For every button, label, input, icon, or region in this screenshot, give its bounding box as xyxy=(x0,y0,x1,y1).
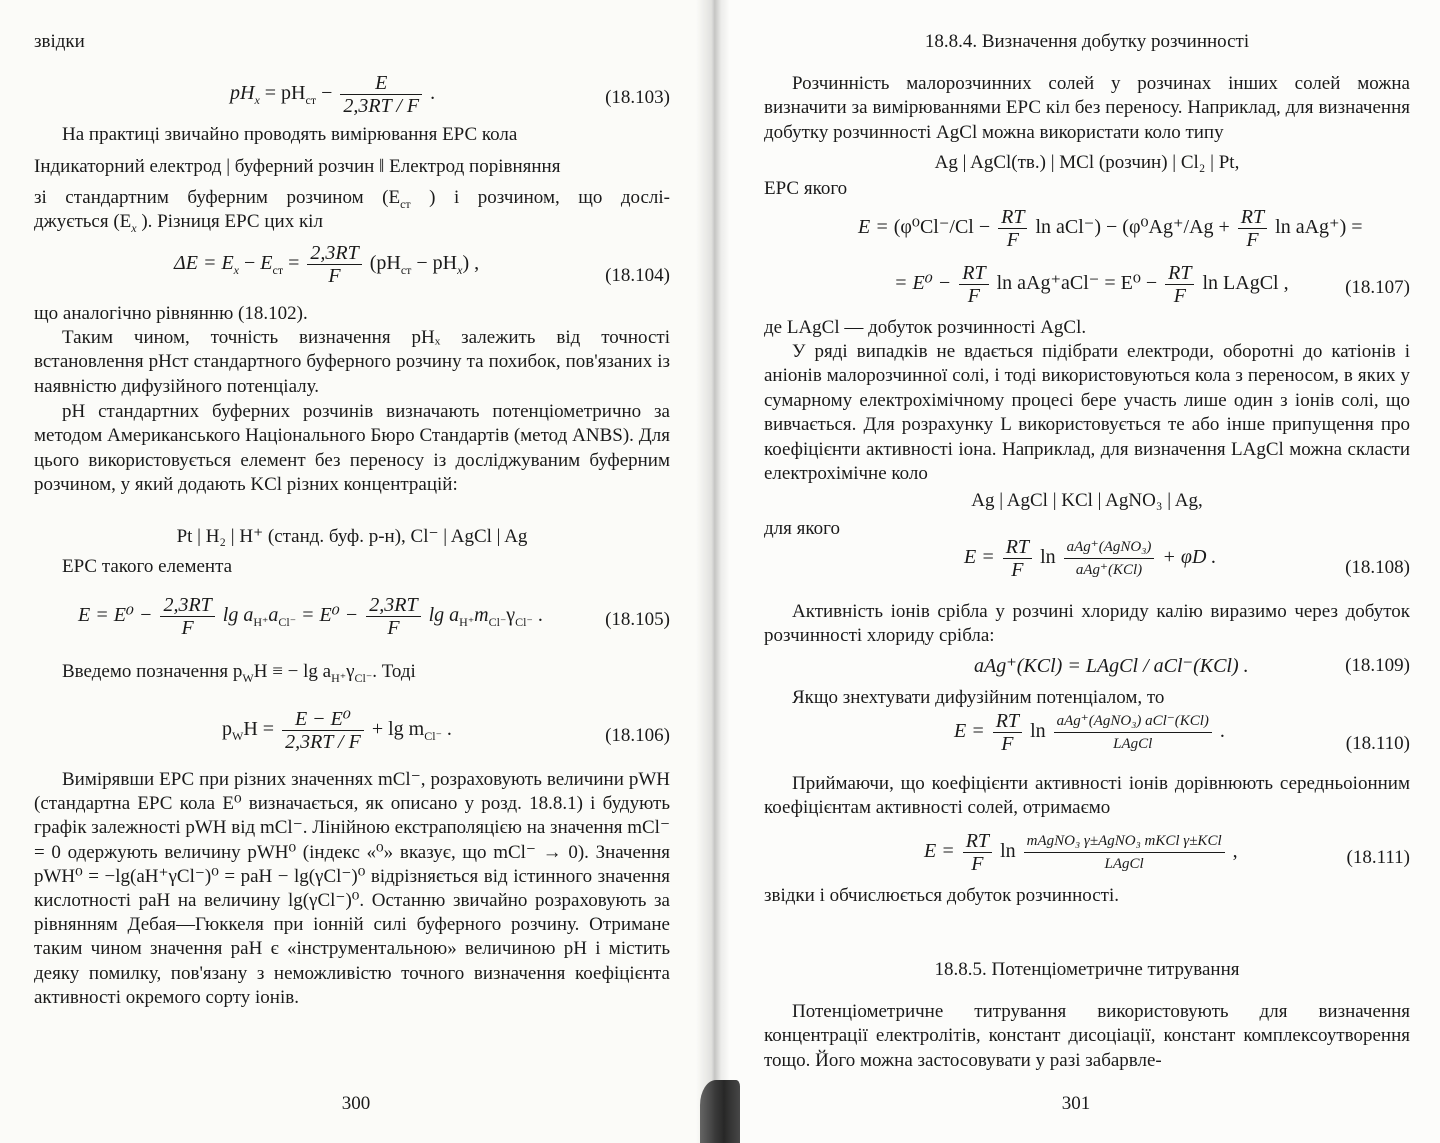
paragraph: pH стандартних буферних розчинів визначають потенціометрично за методом Американського Національного Бюро Стандартів (метод ANBS). Для цього використовується елемент без переносу із досліджуваним буферним розчином, у який додають KCl різних концентрацій: xyxy=(34,401,670,496)
fraction-denominator: F xyxy=(181,617,194,639)
fraction-numerator: RT xyxy=(998,206,1027,229)
right-page xyxy=(712,0,1440,1143)
page-number: 300 xyxy=(341,1093,371,1114)
text-span: ) і розчином, що дослі- xyxy=(429,187,671,208)
text-line: для якого xyxy=(764,518,840,539)
eq-part: ln aAg⁺aCl⁻ = E⁰ − xyxy=(996,272,1158,295)
section-heading: 18.8.5. Потенціометричне титрування xyxy=(934,959,1240,980)
eq-part: lg a xyxy=(428,604,460,627)
fraction-numerator: aAg⁺(AgNO₃) aCl⁻(KCl) xyxy=(1054,710,1212,733)
equation-18-107-line1 xyxy=(858,206,1410,251)
paragraph: ЕРС такого елемента xyxy=(62,556,233,577)
eq-part: ln LAgCl , xyxy=(1202,272,1289,295)
cell-scheme: Pt | H₂ | H⁺ (станд. буф. р-н), Cl⁻ | AgCl | Ag xyxy=(176,526,528,547)
paragraph: звідки і обчислюється добуток розчинності. xyxy=(764,885,1119,906)
paragraph: Розчинність малорозчинних солей у розчинах інших солей можна визначити за вимірюваннями ЕРС кіл без переносу. Наприклад, для визначення добутку розчинності AgCl можна використати коло типу xyxy=(764,73,1410,143)
fraction-numerator: mAgNO₃ γ±AgNO₃ mKCl γ±KCl xyxy=(1024,830,1225,853)
eq-lhs: pH xyxy=(230,82,255,105)
fraction-numerator: E xyxy=(340,72,422,95)
eq-part: ln aAg⁺) = xyxy=(1275,216,1363,239)
paragraph: На практиці звичайно проводять вимірювання ЕРС кола xyxy=(62,124,518,145)
eq-part: ln xyxy=(1030,720,1046,743)
fraction xyxy=(1238,206,1267,251)
fraction-denominator: F xyxy=(1246,229,1259,251)
equation-18-106: $p_WH$ = $\frac{\text{E − E⁰}}{2,3RT / F}$ + $\lg m_{Cl^-}$ . xyxy=(222,708,452,753)
text-span: ). Різниця ЕРС цих кіл xyxy=(141,211,323,232)
text-span: зі стандартним буферним розчином (E xyxy=(34,187,401,208)
fraction-denominator: F xyxy=(328,265,341,287)
fraction-numerator: 2,3RT xyxy=(366,594,420,617)
text-line: джується ($E_x$ ). Різниця ЕРС цих кіл xyxy=(34,211,323,235)
eq-part: (φ⁰Cl⁻/Cl − xyxy=(893,216,991,239)
fraction-numerator: E − E⁰ xyxy=(282,708,364,731)
equation-18-111: E = $\frac{RT}{F}$ ln $\frac{\text{mAgNO₃ γ±AgNO₃ mKCl γ±KCl}}{\text{LAgCl}}$ , xyxy=(924,830,1238,875)
fraction-numerator: RT xyxy=(993,710,1022,733)
equation-number: (18.106) xyxy=(605,725,670,746)
paragraph: де LAgCl — добуток розчинності AgCl. xyxy=(764,317,1087,338)
fraction-numerator: 2,3RT xyxy=(307,242,361,265)
equation-18-104: $\Delta E = E_x - E_{ст}$ = $\frac{2,3RT}{F}$ $(pH_{ст} - pH_x)$ , xyxy=(174,242,480,287)
text-line: зі стандартним буферним розчином ($E_{ст}$ ) і розчином, що дослі- xyxy=(34,187,671,211)
paragraph: Якщо знехтувати дифузійним потенціалом, то xyxy=(792,687,1165,708)
fraction-denominator: LAgCl xyxy=(1113,736,1153,752)
text-line: Введемо позначення $p_WH$ ≡ − $\lg a_{H^+}\gamma_{Cl^-}$. Тоді xyxy=(62,661,416,685)
fraction-denominator: 2,3RT / F xyxy=(285,731,361,753)
paragraph: Таким чином, точність визначення pHₓ залежить від точності встановлення pHст стандартного буферного розчину та похибок, пов'язаних із наявністю дифузійного потенціалу. xyxy=(34,327,670,397)
eq-part: E = E⁰ − xyxy=(78,604,153,627)
paragraph: Вимірявши ЕРС при різних значеннях mCl⁻, розраховують величини pWH (стандартна ЕРС кола E⁰ визначається, як описано у розд. 18.8.1) і будують графік залежності pWH від mCl⁻. Лінійною екстраполяцією на значення mCl⁻ = 0 одержують величину pWH⁰ (індекс «⁰» вказує, що mCl⁻ → 0). Значення pWH⁰ = −lg(aH⁺γCl⁻)⁰ = paH − lg(γCl⁻)⁰ відрізняється від істинного значення кислотності paH на величину lg(γCl⁻)⁰. Останню звичайно розраховують за рівнянням Дебая—Гюккеля при іонній силі буферного розчину. Отримане таким чином значення paH є «інструментальною» величиною pH і містить деяку помилку, пов'язану з неможливістю точного визначення коефіцієнта активності окремого сорту іонів. xyxy=(34,769,670,1008)
text-line: звідки xyxy=(34,31,85,52)
eq-part: ln xyxy=(1000,840,1016,863)
paragraph: Приймаючи, що коефіцієнти активності іонів дорівнюють середньоіонним коефіцієнтам активності солей, отримаємо xyxy=(764,773,1410,819)
eq-part: lg a xyxy=(222,604,254,627)
paragraph: У ряді випадків не вдається підібрати електроди, оборотні до катіонів і аніонів малорозчинної солі, і тоді використовуються кола з переносом, в яких у сумарному електрохімічному процесі бере участь лише один з іонів солі, що вивчається. Для розрахунку L використовується те або інше припущення про коефіцієнти активності іона. Наприклад, для визначення LAgCl можна скласти електрохімічне коло xyxy=(764,341,1410,485)
eq-part: + φD . xyxy=(1162,546,1217,569)
fraction-denominator: F xyxy=(1173,285,1186,307)
equation-18-110: E = $\frac{RT}{F}$ ln $\frac{\text{aAg⁺(AgNO₃) aCl⁻(KCl)}}{\text{LAgCl}}$ . xyxy=(954,710,1225,755)
fraction-numerator: aAg⁺(AgNO₃) xyxy=(1064,536,1155,559)
fraction-denominator: aAg⁺(KCl) xyxy=(1075,562,1143,578)
left-page xyxy=(0,0,712,1143)
fraction xyxy=(998,206,1027,251)
eq-part: = E⁰ − xyxy=(894,272,952,295)
paragraph: Активність іонів срібла у розчині хлориду калію виразимо через добуток розчинності хлориду срібла: xyxy=(764,601,1410,647)
equation-number: (18.107) xyxy=(1345,277,1410,298)
fraction-denominator: 2,3RT / F xyxy=(343,95,420,117)
equation-number: (18.108) xyxy=(1345,557,1410,578)
fraction-denominator: F xyxy=(967,285,981,307)
cell-scheme: Ag | AgCl(тв.) | MCl (розчин) | Cl₂ | Pt, xyxy=(934,152,1240,173)
equation-number: (18.104) xyxy=(605,265,670,286)
fraction-denominator: F xyxy=(971,853,984,875)
text-span: H ≡ − lg a xyxy=(253,661,332,682)
eq-part: E = xyxy=(964,546,995,569)
page-number: 301 xyxy=(1061,1093,1091,1114)
fraction-denominator: F xyxy=(1006,229,1019,251)
equation-18-105: E = E⁰ − $\frac{2,3RT}{F}$ $\lg a_{H^+}a_{Cl^-} = E^0$ − $\frac{2,3RT}{F}$ $\lg a_{H^+}m_{Cl^-}\gamma_{Cl^-}$ . xyxy=(78,594,543,639)
eq-part: ln xyxy=(1040,546,1056,569)
eq-tail: (pH xyxy=(369,252,401,275)
fraction-numerator: RT xyxy=(959,262,988,285)
paragraph: що аналогічно рівнянню (18.102). xyxy=(34,303,308,324)
fraction-numerator: RT xyxy=(963,830,992,853)
text-span: . Тоді xyxy=(372,661,416,682)
eq-part: E = xyxy=(858,216,889,239)
cell-scheme: Індикаторний електрод | буферний розчин ‖ Електрод порівняння xyxy=(34,156,561,177)
fraction-denominator: F xyxy=(387,617,400,639)
eq-part: E = xyxy=(924,840,955,863)
fraction-denominator: F xyxy=(1001,733,1014,755)
paragraph: Потенціометричне титрування використовують для визначення концентрації електролітів, констант дисоціації, констант комплексоутворення тощо. Його можна застосовувати у разі забарвле- xyxy=(764,1001,1410,1071)
eq-lhs: p xyxy=(222,718,232,741)
fraction-denominator: F xyxy=(1011,559,1024,581)
text-span: джується (E xyxy=(34,211,132,232)
text-line: ЕРС якого xyxy=(764,178,848,199)
fraction-numerator: RT xyxy=(1165,262,1194,285)
equation-18-109: aAg⁺(KCl) = LAgCl / aCl⁻(KCl) . xyxy=(974,655,1249,677)
text-span: Введемо позначення xyxy=(62,661,229,682)
text-span: p xyxy=(232,661,243,682)
eq-rhs: = pH xyxy=(264,82,306,105)
eq-tail: + lg m xyxy=(371,718,425,741)
equation-number: (18.105) xyxy=(605,609,670,630)
cell-scheme: Ag | AgCl | KCl | AgNO₃ | Ag, xyxy=(971,490,1203,511)
fraction-numerator: RT xyxy=(1003,536,1032,559)
equation-number: (18.111) xyxy=(1346,847,1410,868)
book-gutter xyxy=(696,0,730,1143)
equation-number: (18.110) xyxy=(1345,733,1410,754)
fraction-numerator: RT xyxy=(1238,206,1267,229)
equation-number: (18.109) xyxy=(1345,655,1410,676)
equation-number: (18.103) xyxy=(605,87,670,108)
section-heading: 18.8.4. Визначення добутку розчинності xyxy=(924,31,1250,52)
eq-part: = E⁰ − xyxy=(301,604,359,627)
thumb-shadow xyxy=(700,1080,740,1143)
eq-lhs: ΔE = E xyxy=(174,252,234,275)
equation-18-103: $pH_x = pH_{ст}$ − $\frac{E}{2,3RT / F}$ . xyxy=(230,72,436,117)
eq-part: ln aCl⁻) − (φ⁰Ag⁺/Ag + xyxy=(1035,216,1230,239)
eq-part: E = xyxy=(954,720,985,743)
fraction-numerator: 2,3RT xyxy=(160,594,214,617)
fraction-denominator: LAgCl xyxy=(1104,856,1144,872)
